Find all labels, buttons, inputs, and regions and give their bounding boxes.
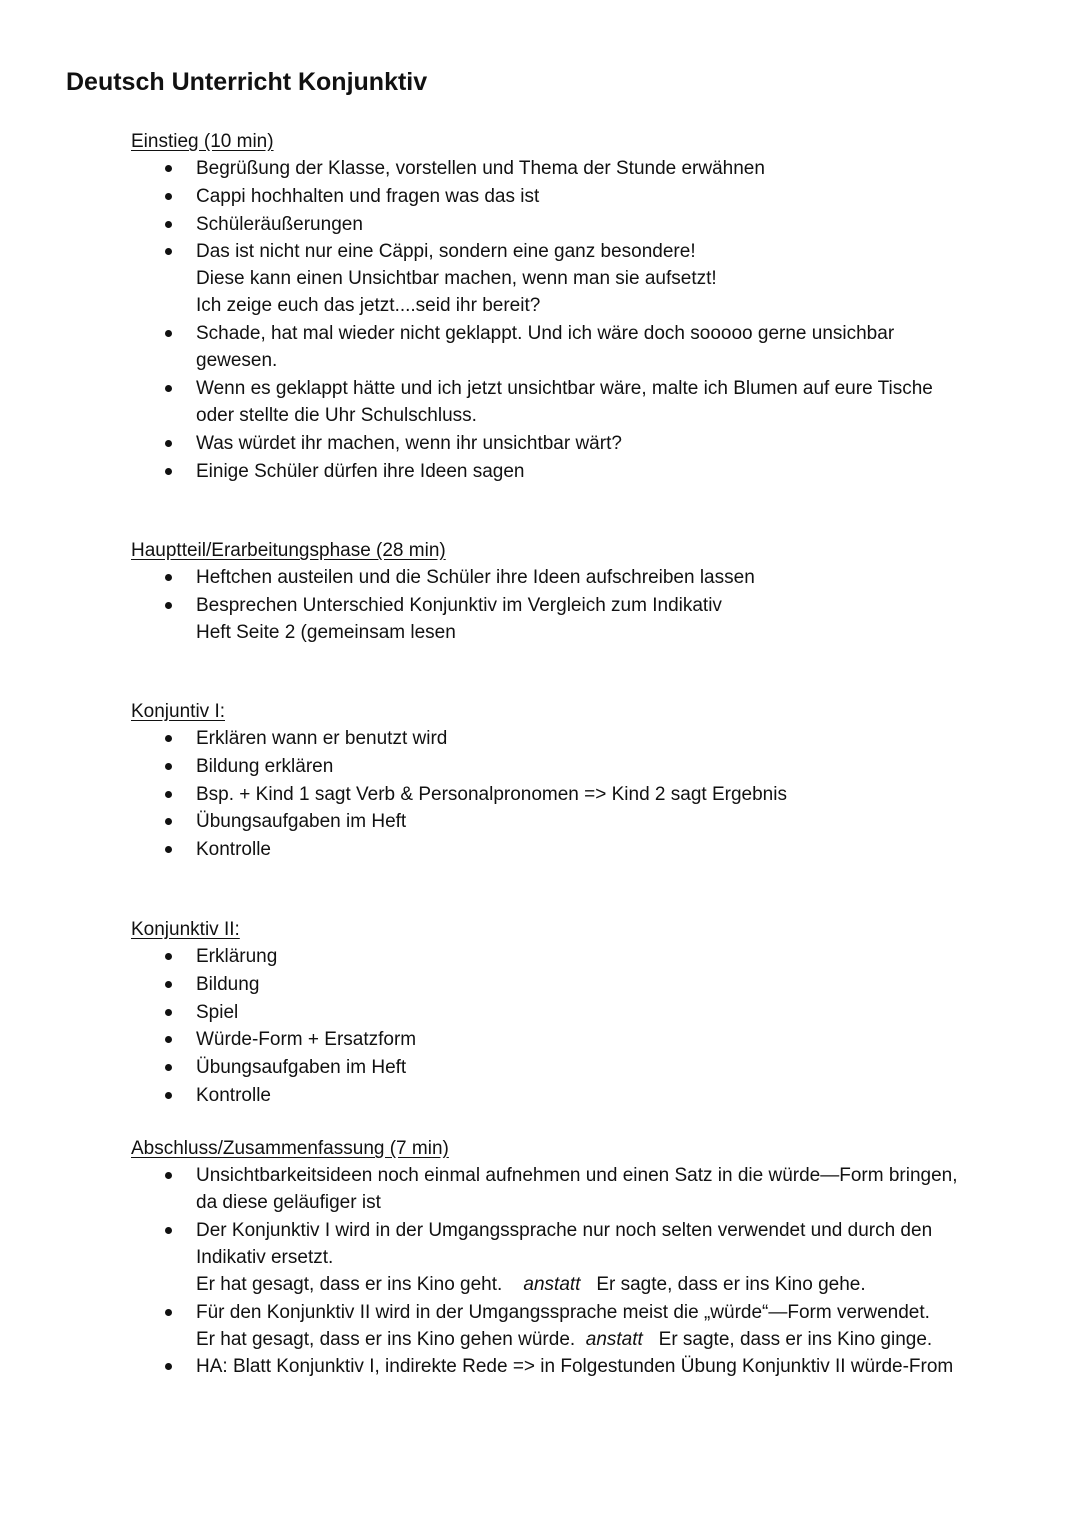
example-colloquial: Er hat gesagt, dass er ins Kino gehen würde. bbox=[196, 1328, 576, 1350]
bullet-icon bbox=[165, 1009, 172, 1016]
bullet-icon bbox=[165, 385, 172, 392]
list-item bbox=[131, 320, 1031, 374]
item-line: oder stellte die Uhr Schulschluss. bbox=[196, 404, 477, 426]
bullet-icon bbox=[165, 735, 172, 742]
list-item bbox=[131, 943, 1031, 970]
item-line: Heftchen austeilen und die Schüler ihre Ideen aufschreiben lassen bbox=[196, 567, 755, 588]
item-line: Das ist nicht nur eine Cäppi, sondern eine ganz besondere! bbox=[196, 241, 696, 263]
list-item bbox=[131, 1299, 1031, 1353]
section-heading: Einstieg (10 min) bbox=[131, 131, 274, 152]
item-line: Kontrolle bbox=[196, 839, 271, 861]
bullet-icon bbox=[165, 953, 172, 960]
section-konjunktiv-1 bbox=[131, 698, 1031, 864]
list-item bbox=[131, 458, 1031, 485]
item-line: Einige Schüler dürfen ihre Ideen sagen bbox=[196, 460, 525, 482]
item-line: Für den Konjunktiv II wird in der Umgangssprache meist die „würde“—Form verwendet. bbox=[196, 1301, 930, 1323]
list-item bbox=[131, 808, 1031, 835]
item-line: Begrüßung der Klasse, vorstellen und Thema der Stunde erwähnen bbox=[196, 158, 765, 179]
bullet-icon bbox=[165, 330, 172, 337]
list-item bbox=[131, 1217, 1031, 1298]
item-line: Wenn es geklappt hätte und ich jetzt unsichtbar wäre, malte ich Blumen auf eure Tische bbox=[196, 377, 933, 399]
list-item bbox=[131, 375, 1031, 429]
item-line: Heft Seite 2 (gemeinsam lesen bbox=[196, 621, 456, 643]
bullet-list bbox=[131, 943, 1031, 1109]
list-item bbox=[131, 1054, 1031, 1081]
section-heading: Konjunktiv II: bbox=[131, 919, 240, 940]
bullet-icon bbox=[165, 1064, 172, 1071]
bullet-icon bbox=[165, 468, 172, 475]
item-line: Besprechen Unterschied Konjunktiv im Vergleich zum Indikativ bbox=[196, 594, 722, 616]
bullet-list bbox=[131, 564, 1031, 646]
bullet-icon bbox=[165, 981, 172, 988]
item-line: Erklären wann er benutzt wird bbox=[196, 728, 448, 749]
bullet-icon bbox=[165, 818, 172, 825]
bullet-icon bbox=[165, 165, 172, 172]
item-line: Erklärung bbox=[196, 946, 278, 967]
item-line: Unsichtbarkeitsideen noch einmal aufnehmen und einen Satz in die würde—Form bringen, bbox=[196, 1165, 958, 1186]
item-line: Übungsaufgaben im Heft bbox=[196, 1057, 407, 1079]
bullet-icon bbox=[165, 440, 172, 447]
bullet-icon bbox=[165, 1363, 172, 1370]
list-item bbox=[131, 753, 1031, 780]
item-line: Schüleräußerungen bbox=[196, 213, 363, 235]
bullet-icon bbox=[165, 248, 172, 255]
list-item bbox=[131, 999, 1031, 1026]
list-item bbox=[131, 1162, 1031, 1216]
bullet-icon bbox=[165, 1309, 172, 1316]
item-line: Würde-Form + Ersatzform bbox=[196, 1029, 417, 1051]
list-item bbox=[131, 836, 1031, 863]
list-item bbox=[131, 211, 1031, 238]
example-standard: Er sagte, dass er ins Kino gehe. bbox=[596, 1273, 866, 1295]
page-title: Deutsch Unterricht Konjunktiv bbox=[66, 68, 428, 96]
example-line bbox=[196, 1271, 1031, 1298]
bullet-icon bbox=[165, 602, 172, 609]
example-line bbox=[196, 1326, 1031, 1353]
bullet-icon bbox=[165, 763, 172, 770]
list-item bbox=[131, 1026, 1031, 1053]
item-line: Bildung erklären bbox=[196, 755, 334, 777]
list-item bbox=[131, 183, 1031, 210]
bullet-list bbox=[131, 725, 1031, 863]
example-standard: Er sagte, dass er ins Kino ginge. bbox=[658, 1328, 933, 1350]
bullet-list bbox=[131, 155, 1031, 485]
list-item bbox=[131, 971, 1031, 998]
item-line: Spiel bbox=[196, 1001, 239, 1023]
item-line: da diese geläufiger ist bbox=[196, 1192, 381, 1213]
bullet-list bbox=[131, 1162, 1031, 1380]
section-heading: Abschluss/Zusammenfassung (7 min) bbox=[131, 1138, 449, 1159]
bullet-icon bbox=[165, 193, 172, 200]
bullet-icon bbox=[165, 1227, 172, 1234]
item-line: gewesen. bbox=[196, 350, 278, 372]
list-item bbox=[131, 238, 1031, 319]
item-line: Übungsaufgaben im Heft bbox=[196, 811, 407, 833]
bullet-icon bbox=[165, 1092, 172, 1099]
item-line: Kontrolle bbox=[196, 1084, 271, 1106]
item-line: Ich zeige euch das jetzt....seid ihr bereit? bbox=[196, 295, 541, 317]
bullet-icon bbox=[165, 846, 172, 853]
bullet-icon bbox=[165, 221, 172, 228]
item-line: Bildung bbox=[196, 973, 260, 995]
connector-word: anstatt bbox=[523, 1273, 581, 1295]
bullet-icon bbox=[165, 1036, 172, 1043]
item-line: Was würdet ihr machen, wenn ihr unsichtbar wärt? bbox=[196, 432, 622, 454]
section-einstieg bbox=[131, 128, 1031, 485]
item-line: Der Konjunktiv I wird in der Umgangssprache nur noch selten verwendet und durch den bbox=[196, 1219, 933, 1241]
list-item bbox=[131, 781, 1031, 808]
section-heading: Konjuntiv I: bbox=[131, 701, 225, 722]
item-line: Cappi hochhalten und fragen was das ist bbox=[196, 185, 540, 207]
list-item bbox=[131, 1353, 1031, 1380]
section-hauptteil bbox=[131, 537, 1031, 647]
item-line: Indikativ ersetzt. bbox=[196, 1246, 334, 1268]
connector-word: anstatt bbox=[585, 1328, 643, 1350]
item-line: Diese kann einen Unsichtbar machen, wenn man sie aufsetzt! bbox=[196, 268, 717, 290]
list-item bbox=[131, 430, 1031, 457]
list-item bbox=[131, 564, 1031, 591]
item-line: HA: Blatt Konjunktiv I, indirekte Rede => in Folgestunden Übung Konjunktiv II würde-From bbox=[196, 1356, 954, 1378]
list-item bbox=[131, 1082, 1031, 1109]
list-item bbox=[131, 592, 1031, 646]
section-abschluss bbox=[131, 1135, 1031, 1381]
list-item bbox=[131, 725, 1031, 752]
bullet-icon bbox=[165, 1172, 172, 1179]
bullet-icon bbox=[165, 574, 172, 581]
section-konjunktiv-2 bbox=[131, 916, 1031, 1110]
item-line: Bsp. + Kind 1 sagt Verb & Personalpronomen => Kind 2 sagt Ergebnis bbox=[196, 783, 787, 805]
list-item bbox=[131, 155, 1031, 182]
section-heading: Hauptteil/Erarbeitungsphase (28 min) bbox=[131, 540, 446, 561]
example-colloquial: Er hat gesagt, dass er ins Kino geht. bbox=[196, 1273, 503, 1295]
item-line: Schade, hat mal wieder nicht geklappt. Und ich wäre doch sooooo gerne unsichbar bbox=[196, 323, 895, 345]
bullet-icon bbox=[165, 791, 172, 798]
